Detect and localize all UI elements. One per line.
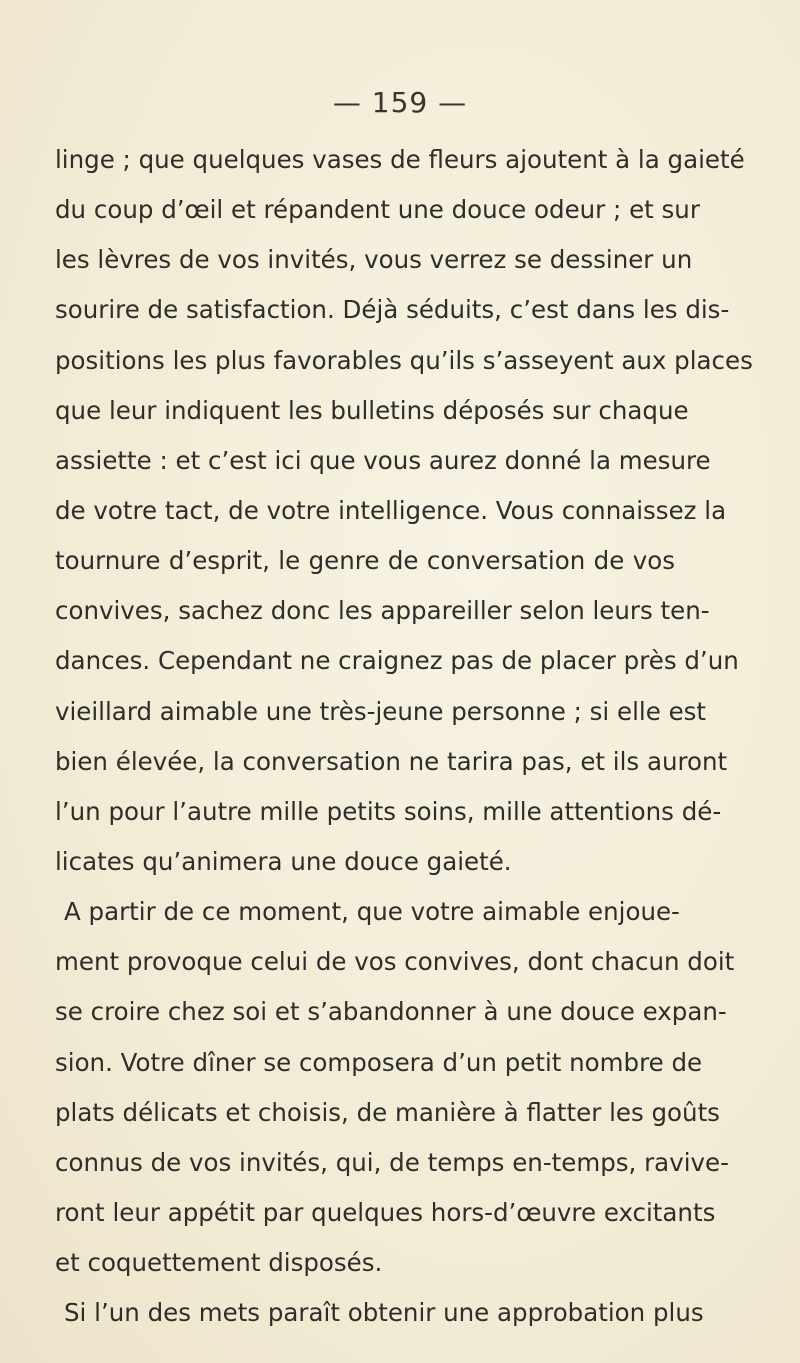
text-line: connus de vos invités, qui, de temps en-temps, ravive- [55,1147,729,1177]
text-line: se croire chez soi et s’abandonner à une douce expan- [55,997,727,1027]
body-text [55,135,753,1338]
text-line: de votre tact, de votre intelligence. Vous connaissez la [55,495,727,525]
text-line: ment provoque celui de vos convives, dont chacun doit [55,947,735,977]
text-line: l’un pour l’autre mille petits soins, mille attentions dé- [55,796,722,826]
text-line: ront leur appétit par quelques hors-d’œuvre excitants [55,1197,716,1227]
text-line: assiette : et c’est ici que vous aurez donné la mesure [55,445,711,475]
text-line: dances. Cependant ne craignez pas de placer près d’un [55,646,739,676]
text-line: vieillard aimable une très-jeune personne ; si elle est [55,696,707,726]
text-line: bien élevée, la conversation ne tarira pas, et ils auront [55,746,728,776]
text-line: positions les plus favorables qu’ils s’asseyent aux places [55,345,753,375]
text-line: du coup d’œil et répandent une douce odeur ; et sur [55,195,700,225]
text-line: licates qu’animera une douce gaieté. [55,846,512,876]
text-line: que leur indiquent les bulletins déposés sur chaque [55,395,689,425]
text-line: linge ; que quelques vases de fleurs ajoutent à la gaieté [55,145,745,174]
text-line: et coquettement disposés. [55,1248,383,1278]
text-line: Si l’un des mets paraît obtenir une approbation plus [64,1298,704,1328]
page-number: — 159 — [332,86,468,119]
text-line: plats délicats et choisis, de manière à flatter les goûts [55,1097,720,1127]
text-line: sion. Votre dîner se composera d’un petit nombre de [55,1047,703,1077]
text-line: sourire de satisfaction. Déjà séduits, c’est dans les dis- [55,295,730,325]
text-line: convives, sachez donc les appareiller selon leurs ten- [55,596,710,626]
text-line: les lèvres de vos invités, vous verrez se dessiner un [55,245,693,275]
text-line: A partir de ce moment, que votre aimable enjoue- [64,897,680,927]
text-line: tournure d’esprit, le genre de conversation de vos [55,546,675,576]
